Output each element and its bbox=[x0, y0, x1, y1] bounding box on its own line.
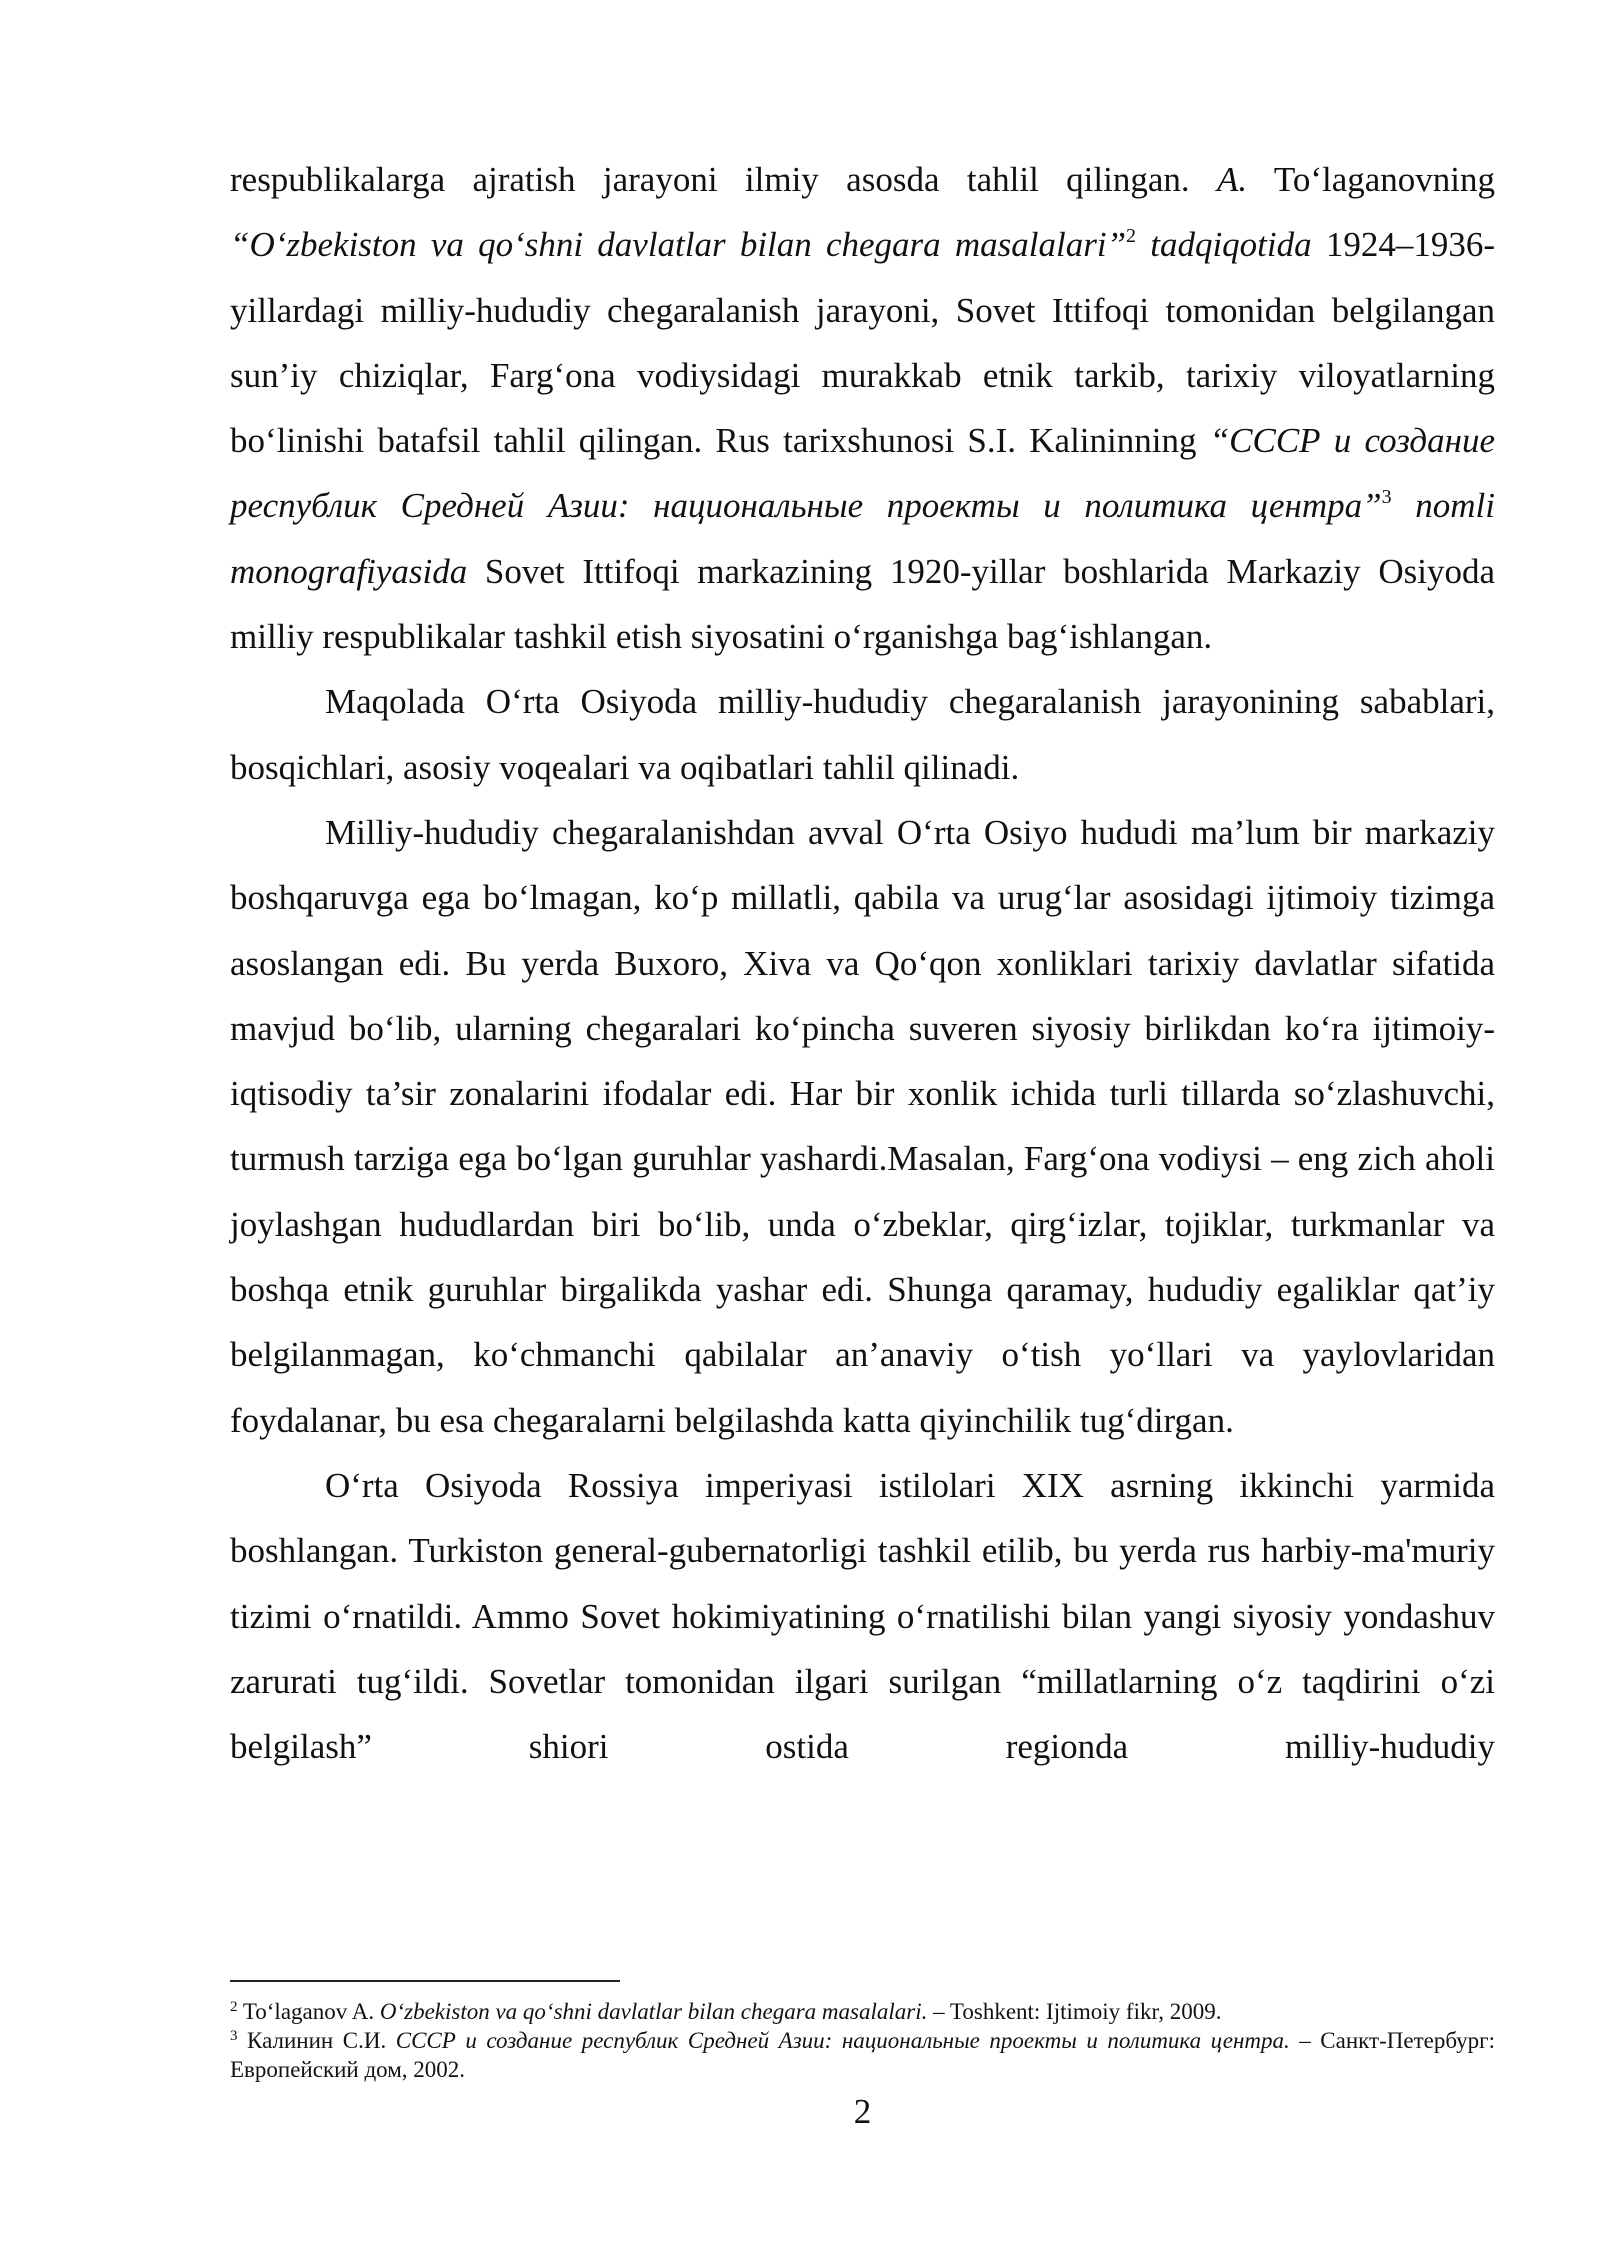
p1-text-3: tadqiqotida bbox=[1136, 225, 1312, 265]
footnote-separator bbox=[230, 1980, 620, 1982]
footnote-ref-3[interactable]: 3 bbox=[1381, 486, 1392, 509]
p1-title-1: “O‘zbekiston va qo‘shni davlatlar bilan chegara masalalari” bbox=[230, 225, 1127, 265]
p1-text-6: Sovet Ittifoqi markazining 1920-yillar boshlarida Markaziy Osiyoda milliy respublikalar tashkil etish siyosatini o‘rganishga bag‘ishlangan. bbox=[230, 551, 1495, 657]
footnote-title: O‘zbekiston va qo‘shni davlatlar bilan chegara masalalari. bbox=[379, 1999, 928, 2024]
p1-author-initial: A. bbox=[1217, 160, 1248, 199]
p1-title-2: “СССР и создание республик Средней Азии: национальные проекты и политика центра” bbox=[230, 421, 1495, 526]
footnote-number: 2 bbox=[230, 1999, 238, 2015]
footnote-title: СССР и создание республик Средней Азии: национальные проекты и политика центра. bbox=[395, 2028, 1290, 2053]
footnote-publication: – Санкт-Петербург: Европейский дом, 2002. bbox=[230, 2028, 1495, 2082]
paragraph-1 bbox=[230, 147, 1495, 669]
body-text bbox=[230, 147, 1495, 1779]
p1-text-2: To‘laganovning bbox=[1247, 160, 1495, 199]
page-number: 2 bbox=[853, 2092, 872, 2131]
footnote-author: To‘laganov A. bbox=[237, 1999, 380, 2024]
paragraph-3: Milliy-hududiy chegaralanishdan avval O‘rta Osiyo hududi ma’lum bir markaziy boshqaruvga ega bo‘lmagan, ko‘p millatli, qabila va urug‘lar asosidagi ijtimoiy tizimga asoslangan edi. Bu yerda Buxoro, Xiva va Qo‘qon xonliklari tarixiy davlatlar sifatida mavjud bo‘lib, ularning chegaralari ko‘pincha suveren siyosiy birlikdan ko‘ra ijtimoiy-iqtisodiy ta’sir zonalarini ifodalar edi. Har bir xonlik ichida turli tillarda so‘zlashuvchi, turmush tarziga ega bo‘lgan guruhlar yashardi.Masalan, Farg‘ona vodiysi – eng zich aholi joylashgan hududlardan biri bo‘lib, unda o‘zbeklar, qirg‘izlar, tojiklar, turkmanlar va boshqa etnik guruhlar birgalikda yashar edi. Shunga qaramay, hududiy egaliklar qat’iy belgilanmagan, ko‘chmanchi qabilalar an’anaviy o‘tish yo‘llari va yaylovlaridan foydalanar, bu esa chegaralarni belgilashda katta qiyinchilik tug‘dirgan. bbox=[230, 812, 1495, 1440]
footnote-ref-2[interactable]: 2 bbox=[1126, 225, 1137, 248]
p1-text-5: nomli monografiyasida bbox=[230, 486, 1495, 591]
footnote-publication: – Toshkent: Ijtimoiy fikr, 2009. bbox=[927, 1999, 1222, 2024]
p1-text-4: 1924–1936-yillardagi milliy-hududiy chegaralanish jarayoni, Sovet Ittifoqi tomonidan belgilangan sun’iy chiziqlar, Farg‘ona vodiysidagi murakkab etnik tarkib, tarixiy viloyatlarning bo‘linishi batafsil tahlil qilingan. Rus tarixshunosi S.I. Kalininning bbox=[230, 225, 1495, 461]
paragraph-2: Maqolada O‘rta Osiyoda milliy-hududiy chegaralanish jarayonining sabablari, bosqichlari, asosiy voqealari va oqibatlari tahlil qilinadi. bbox=[230, 682, 1495, 787]
footnote-number: 3 bbox=[230, 2028, 238, 2044]
paragraph-4: O‘rta Osiyoda Rossiya imperiyasi istilolari XIX asrning ikkinchi yarmida boshlangan. Turkiston general-gubernatorligi tashkil etilib, bu yerda rus harbiy-ma'muriy tizimi o‘rnatildi. Ammo Sovet hokimiyatining o‘rnatilishi bilan yangi siyosiy yondashuv zarurati tug‘ildi. Sovetlar tomonidan ilgari surilgan “millatlarning o‘z taqdirini o‘zi belgilash” shiori ostida regionda milliy-hududiy bbox=[230, 1465, 1495, 1767]
footnote-author: Калинин С.И. bbox=[237, 2028, 396, 2053]
p1-text-1: respublikalarga ajratish jarayoni ilmiy asosda tahlil qilingan. bbox=[230, 160, 1217, 199]
footnote-2 bbox=[230, 1997, 1495, 2026]
footnotes bbox=[230, 1997, 1495, 2084]
footnote-3 bbox=[230, 2026, 1495, 2084]
